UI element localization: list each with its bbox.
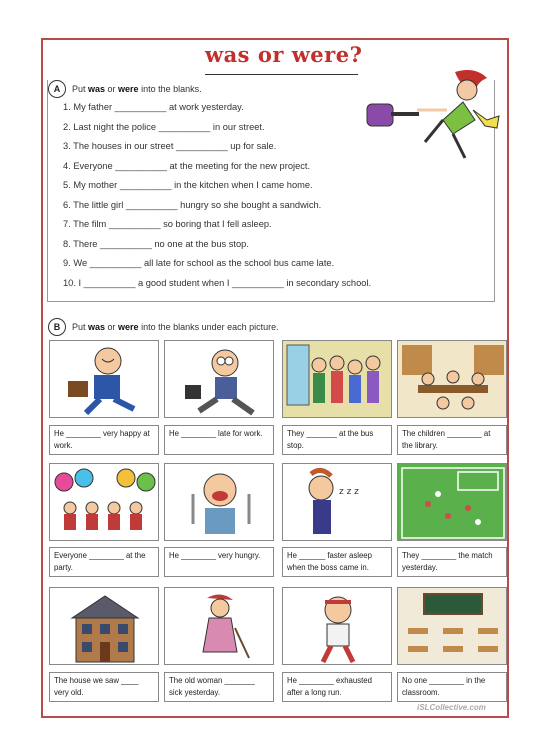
picture-library: [397, 340, 507, 418]
caption-3-4: No one ________ in the classroom.: [397, 672, 507, 702]
picture-exhausted-boy: [282, 587, 392, 665]
exercise-item: 3. The houses in our street __________ up for sale.: [63, 141, 277, 151]
section-b-instruction: [72, 322, 279, 332]
picture-happy-businessman: [49, 340, 159, 418]
title-underline: [205, 74, 358, 75]
caption-3-1: The house we saw ____ very old.: [49, 672, 159, 702]
svg-text:z z z: z z z: [339, 487, 359, 497]
exercise-list: [63, 98, 371, 293]
picture-hungry-man: [164, 463, 274, 541]
instr-was: was: [88, 322, 106, 332]
caption-1-1: He ________ very happy at work.: [49, 425, 159, 455]
instr-text: Put: [72, 322, 89, 332]
exercise-item: 1. My father __________ at work yesterday.: [63, 102, 244, 112]
instr-text: into the blanks.: [138, 84, 202, 94]
instr-text: or: [105, 84, 119, 94]
picture-old-woman: [164, 587, 274, 665]
exercise-item: 6. The little girl __________ hungry so she bought a sandwich.: [63, 199, 322, 210]
picture-football-match: [397, 463, 507, 541]
instr-were: were: [118, 84, 139, 94]
caption-1-3: They _______ at the bus stop.: [282, 425, 392, 455]
picture-old-house: [49, 587, 159, 665]
picture-empty-classroom: [397, 587, 507, 665]
exercise-item: 7. The film __________ so boring that I fell asleep.: [63, 219, 272, 229]
exercise-item: 10. I __________ a good student when I __________ in secondary school.: [63, 277, 372, 288]
worksheet-title: was or were?: [205, 42, 363, 67]
section-a-badge: A: [48, 80, 66, 98]
caption-1-4: The children ________ at the library.: [397, 425, 507, 455]
instr-text: Put: [72, 84, 89, 94]
caption-2-2: He ________ very hungry.: [164, 547, 274, 577]
section-a-instruction: [72, 84, 202, 94]
instr-was: was: [88, 84, 106, 94]
exercise-item: 9. We __________ all late for school as the school bus came late.: [63, 258, 335, 268]
caption-3-3: He ________ exhausted after a long run.: [282, 672, 392, 702]
exercise-item: 5. My mother __________ in the kitchen when I came home.: [63, 180, 313, 190]
caption-2-3: He ______ faster asleep when the boss came in.: [282, 547, 392, 577]
exercise-item: 8. There __________ no one at the bus stop.: [63, 238, 249, 249]
exercise-item: 2. Last night the police __________ in our street.: [63, 121, 265, 132]
exercise-item: 4. Everyone __________ at the meeting for the new project.: [63, 160, 311, 171]
caption-2-4: They ________ the match yesterday.: [397, 547, 507, 577]
picture-bus-stop: [282, 340, 392, 418]
picture-sleeping-man: [282, 463, 392, 541]
picture-party: [49, 463, 159, 541]
caption-2-1: Everyone ________ at the party.: [49, 547, 159, 577]
section-b-badge: B: [48, 318, 66, 336]
caption-3-2: The old woman _______ sick yesterday.: [164, 672, 274, 702]
watermark: iSLCollective.com: [417, 703, 486, 712]
instr-text: into the blanks under each picture.: [138, 322, 279, 332]
picture-late-man: [164, 340, 274, 418]
instr-were: were: [118, 322, 139, 332]
running-woman-illustration: [355, 64, 505, 164]
instr-text: or: [105, 322, 119, 332]
caption-1-2: He ________ late for work.: [164, 425, 274, 455]
